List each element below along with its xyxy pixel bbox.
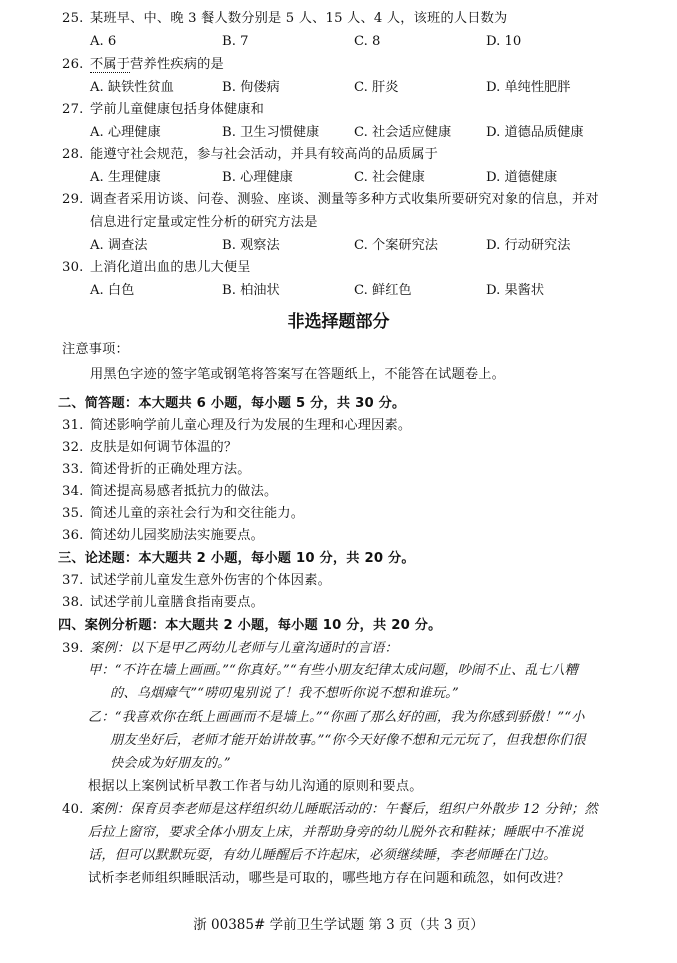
option-b: B. 卫生习惯健康 [222, 125, 320, 140]
section-4-title: 四、案例分析题：本大题共 2 小题，每小题 10 分，共 20 分。 [58, 618, 442, 633]
option-a: A. 6 [90, 34, 117, 49]
page-footer: 浙 00385# 学前卫生学试题 第 3 页（共 3 页） [193, 917, 484, 933]
question-34: 34. 简述提高易感者抵抗力的做法。 [62, 484, 278, 499]
question-40-line-1: 40. 案例：保育员李老师是这样组织幼儿睡眠活动的：午餐后，组织户外散步 12 分钟；然 [62, 802, 598, 817]
part-title: 非选择题部分 [287, 312, 390, 332]
option-a: A. 白色 [90, 283, 135, 298]
question-40-line-2: 后拉上窗帘，要求全体小朋友上床，并帮助身旁的幼儿脱外衣和鞋袜；睡眠中不准说 [88, 825, 584, 840]
option-d: D. 道德健康 [486, 170, 558, 185]
option-b: B. 心理健康 [222, 170, 293, 185]
question-28-stem: 28. 能遵守社会规范，参与社会活动，并具有较高尚的品质属于 [62, 147, 439, 162]
option-b: B. 观察法 [222, 238, 280, 253]
question-39-intro: 39. 案例：以下是甲乙两幼儿老师与儿童沟通时的言语： [62, 641, 398, 656]
emphasis-text: 不属于 [90, 57, 131, 72]
case-teacher-yi-line-1: 乙：“我喜欢你在纸上画画而不是墙上。”“你画了那么好的画，我为你感到骄傲！”“小 [88, 710, 585, 725]
question-36: 36. 简述幼儿园奖励法实施要点。 [62, 528, 265, 543]
case-teacher-jia-line-1: 甲：“不许在墙上画画。”“你真好。”“有些小朋友纪律太成问题，吵闹不止、乱七八糟 [88, 663, 579, 678]
option-a: A. 生理健康 [90, 170, 161, 185]
question-25-stem: 25. 某班早、中、晚 3 餐人数分别是 5 人、15 人、4 人，该班的人日数为 [62, 11, 508, 26]
question-33: 33. 简述骨折的正确处理方法。 [62, 462, 251, 477]
option-d: D. 单纯性肥胖 [486, 80, 571, 95]
option-b: B. 佝偻病 [222, 80, 280, 95]
option-c: C. 个案研究法 [354, 238, 438, 253]
question-27-stem: 27. 学前儿童健康包括身体健康和 [62, 102, 265, 117]
option-d: D. 果酱状 [486, 283, 545, 298]
option-c: C. 鲜红色 [354, 283, 412, 298]
question-39-prompt: 根据以上案例试析早教工作者与幼儿沟通的原则和要点。 [88, 779, 423, 794]
question-32: 32. 皮肤是如何调节体温的？ [62, 440, 238, 455]
case-teacher-yi-line-2: 朋友坐好后，老师才能开始讲故事。”“你今天好像不想和元元玩了，但我想你们很 [110, 733, 586, 748]
option-c: C. 社会健康 [354, 170, 425, 185]
option-b: B. 7 [222, 34, 249, 49]
question-40-prompt: 试析李老师组织睡眠活动，哪些是可取的，哪些地方存在问题和疏忽，如何改进？ [88, 871, 570, 886]
option-a: A. 心理健康 [90, 125, 161, 140]
section-2-title: 二、简答题：本大题共 6 小题，每小题 5 分，共 30 分。 [58, 396, 406, 411]
question-35: 35. 简述儿童的亲社会行为和交往能力。 [62, 506, 305, 521]
option-a: A. 调查法 [90, 238, 148, 253]
question-26-stem: 26. 不属于营养性疾病的是 [62, 57, 224, 72]
option-d: D. 行动研究法 [486, 238, 571, 253]
notice-text: 用黑色字迹的签字笔或钢笔将答案写在答题纸上，不能答在试题卷上。 [90, 367, 506, 382]
option-b: B. 柏油状 [222, 283, 280, 298]
question-38: 38. 试述学前儿童膳食指南要点。 [62, 595, 265, 610]
option-c: C. 社会适应健康 [354, 125, 452, 140]
case-teacher-jia-line-2: 的、乌烟瘴气”“唠叨鬼别说了！我不想听你说不想和谁玩。” [110, 686, 459, 701]
option-d: D. 道德品质健康 [486, 125, 584, 140]
option-c: C. 8 [354, 34, 381, 49]
question-37: 37. 试述学前儿童发生意外伤害的个体因素。 [62, 573, 331, 588]
question-31: 31. 简述影响学前儿童心理及行为发展的生理和心理因素。 [62, 418, 412, 433]
option-d: D. 10 [486, 34, 522, 49]
notice-title: 注意事项： [62, 342, 129, 357]
case-teacher-yi-line-3: 快会成为好朋友的。” [110, 756, 231, 771]
question-29-stem-cont: 信息进行定量或定性分析的研究方法是 [90, 215, 318, 230]
option-c: C. 肝炎 [354, 80, 399, 95]
question-29-stem: 29. 调查者采用访谈、问卷、测验、座谈、测量等多种方式收集所要研究对象的信息，并对 [62, 192, 599, 207]
option-a: A. 缺铁性贫血 [90, 80, 174, 95]
question-40-line-3: 话，但可以默默玩耍，有幼儿睡醒后不许起床，必须继续睡，李老师睡在门边。 [88, 848, 557, 863]
section-3-title: 三、论述题：本大题共 2 小题，每小题 10 分，共 20 分。 [58, 551, 415, 566]
question-30-stem: 30. 上消化道出血的患儿大便呈 [62, 260, 251, 275]
